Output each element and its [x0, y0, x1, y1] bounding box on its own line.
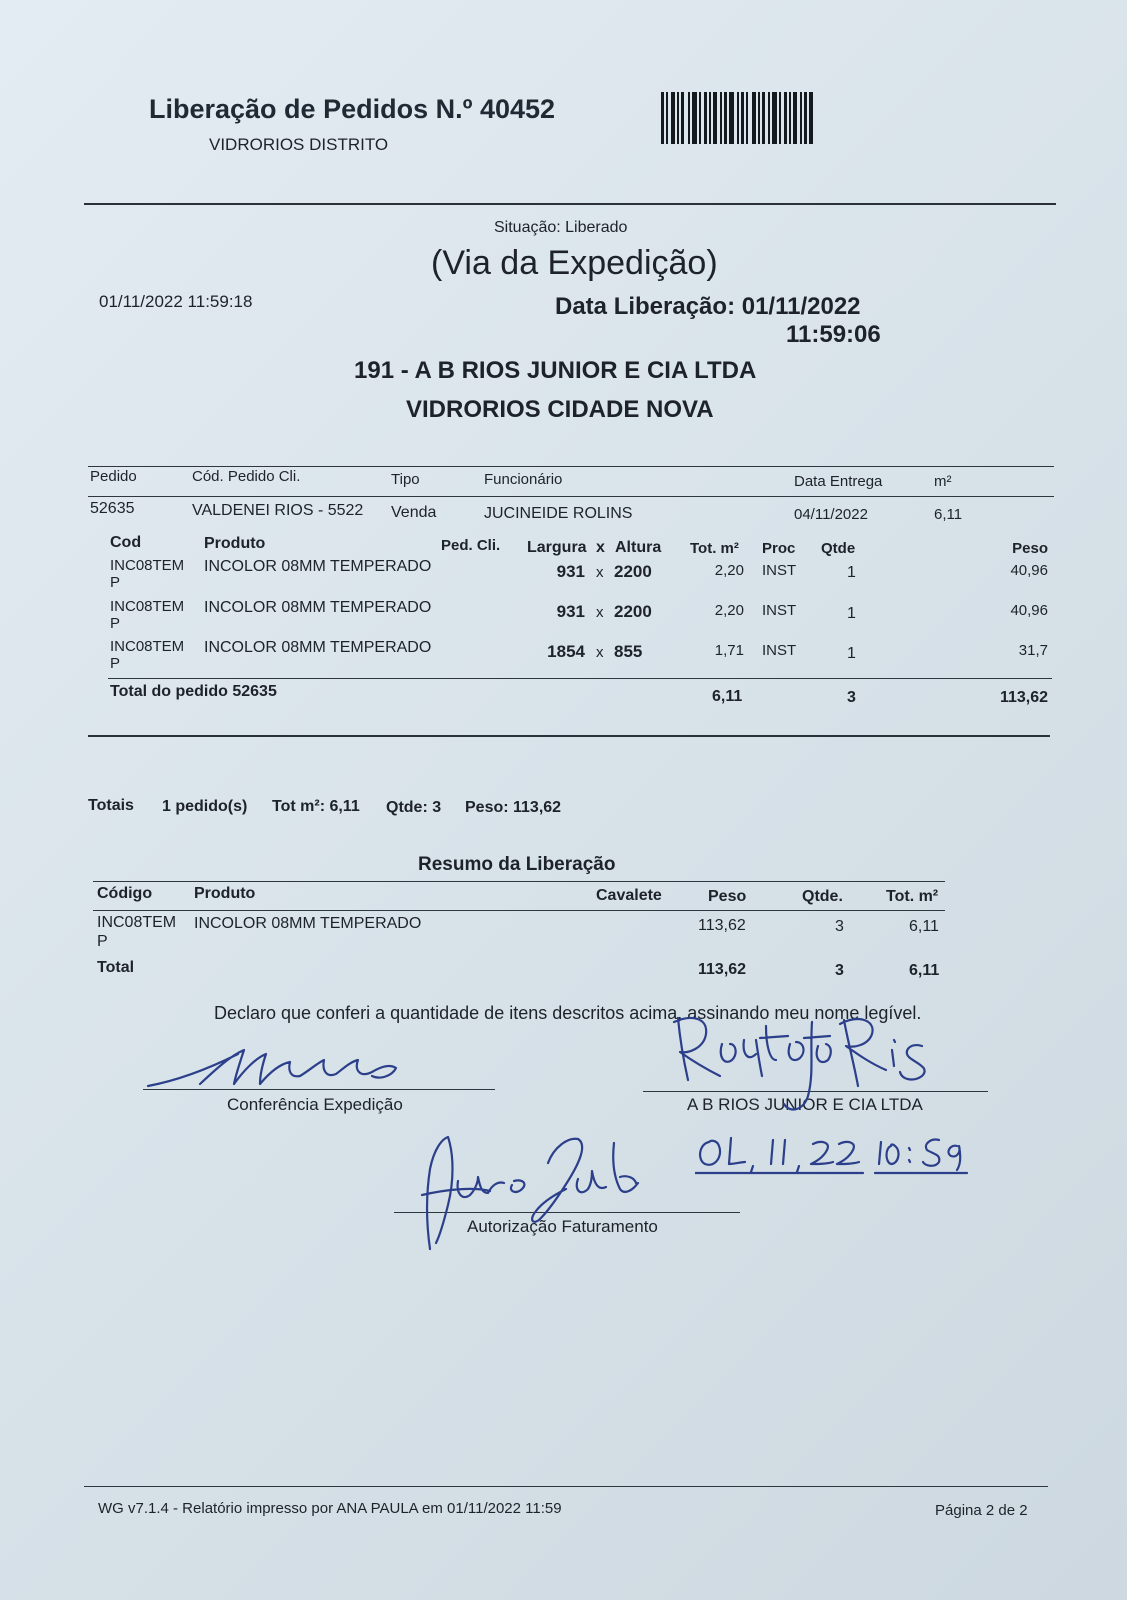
totais-peso: Peso: 113,62 — [465, 799, 562, 816]
item-qtde: 1 — [847, 564, 856, 581]
item-peso: 40,96 — [1010, 602, 1048, 619]
order-table-top-line — [88, 466, 1054, 467]
data-liberacao-time: 11:59:06 — [786, 321, 881, 348]
item-cod-cont: P — [110, 574, 121, 591]
order-total-label: Total do pedido 52635 — [110, 683, 277, 700]
item-x: x — [596, 644, 604, 661]
item-cod: INC08TEM — [110, 598, 185, 615]
totais-label: Totais — [88, 797, 134, 814]
item-col-largura: Largura — [527, 539, 587, 556]
conferencia-label: Conferência Expedição — [227, 1095, 403, 1114]
item-x: x — [596, 564, 604, 581]
item-col-proc: Proc — [762, 540, 796, 557]
page-number: Página 2 de 2 — [935, 1502, 1028, 1519]
resumo-top-line — [93, 881, 945, 882]
item-cod-cont: P — [110, 655, 121, 672]
resumo-qtde: 3 — [835, 918, 844, 935]
handwritten-date — [700, 1132, 708, 1133]
declaration-text: Declaro que conferi a quantidade de itens descritos acima, assinando meu nome legível. — [214, 1003, 922, 1023]
order-total-peso: 113,62 — [999, 689, 1048, 706]
item-altura: 855 — [614, 642, 643, 661]
order-funcionario: JUCINEIDE ROLINS — [484, 505, 633, 522]
item-x: x — [596, 604, 604, 621]
order-header-line — [88, 496, 1054, 497]
client-name: 191 - A B RIOS JUNIOR E CIA LTDA — [354, 357, 757, 384]
item-largura: 931 — [556, 602, 585, 621]
item-peso: 31,7 — [1018, 642, 1048, 659]
col-m2: m² — [934, 473, 952, 490]
handwritten-date-icon — [695, 1132, 975, 1177]
totais-qtde: Qtde: 3 — [386, 799, 442, 816]
resumo-col-qtde: Qtde. — [802, 888, 843, 905]
col-pedido: Pedido — [90, 468, 137, 485]
item-produto: INCOLOR 08MM TEMPERADO — [204, 599, 432, 616]
item-altura: 2200 — [614, 602, 652, 621]
resumo-col-codigo: Código — [97, 885, 153, 902]
company-name: VIDRORIOS DISTRITO — [209, 135, 389, 154]
resumo-col-cavalete: Cavalete — [596, 887, 662, 904]
order-tipo: Venda — [391, 504, 437, 521]
col-cod-pedido-cli: Cód. Pedido Cli. — [192, 468, 301, 485]
item-col-cod: Cod — [110, 534, 142, 551]
cliente-label: A B RIOS JUNIOR E CIA LTDA — [687, 1095, 923, 1114]
footer-line — [84, 1486, 1048, 1487]
resumo-total-m2: 6,11 — [909, 962, 940, 979]
item-largura: 1854 — [547, 642, 585, 661]
col-data-entrega: Data Entrega — [794, 473, 883, 490]
resumo-total-label: Total — [97, 959, 135, 976]
item-cod: INC08TEM — [110, 638, 185, 655]
order-total-line — [108, 678, 1052, 679]
item-proc: INST — [762, 642, 797, 659]
item-proc: INST — [762, 602, 797, 619]
item-col-altura: Altura — [615, 539, 662, 556]
order-total-m2: 6,11 — [712, 688, 743, 705]
col-funcionario: Funcionário — [484, 471, 563, 488]
item-tot-m2: 2,20 — [714, 562, 744, 579]
resumo-codigo-cont: P — [97, 933, 108, 950]
col-tipo: Tipo — [391, 471, 420, 488]
item-produto: INCOLOR 08MM TEMPERADO — [204, 558, 432, 575]
item-cod-cont: P — [110, 615, 121, 632]
item-proc: INST — [762, 562, 797, 579]
footer-left: WG v7.1.4 - Relatório impresso por ANA PAULA em 01/11/2022 11:59 — [98, 1500, 562, 1517]
order-cod-pedido-cli: VALDENEI RIOS - 5522 — [192, 502, 364, 519]
resumo-col-tot-m2: Tot. m² — [886, 888, 939, 905]
signature-conferencia-icon — [140, 1040, 410, 1095]
header-divider — [84, 203, 1056, 205]
item-tot-m2: 1,71 — [714, 642, 744, 659]
client-store: VIDRORIOS CIDADE NOVA — [406, 396, 714, 423]
resumo-codigo: INC08TEM — [97, 914, 177, 931]
item-produto: INCOLOR 08MM TEMPERADO — [204, 639, 432, 656]
resumo-title: Resumo da Liberação — [418, 854, 616, 875]
resumo-header-line — [93, 910, 945, 911]
order-m2: 6,11 — [934, 506, 963, 523]
print-datetime: 01/11/2022 11:59:18 — [99, 292, 253, 311]
data-liberacao: Data Liberação: 01/11/2022 — [555, 293, 861, 320]
order-total-qtde: 3 — [847, 689, 856, 706]
item-col-produto: Produto — [204, 535, 266, 552]
resumo-peso: 113,62 — [698, 917, 746, 934]
autorizacao-label: Autorização Faturamento — [467, 1217, 658, 1236]
order-pedido: 52635 — [90, 500, 135, 517]
resumo-tot-m2: 6,11 — [909, 918, 939, 935]
item-col-ped-cli: Ped. Cli. — [441, 537, 501, 554]
resumo-col-produto: Produto — [194, 885, 256, 902]
situacao: Situação: Liberado — [494, 219, 628, 236]
resumo-total-qtde: 3 — [835, 962, 844, 979]
resumo-produto: INCOLOR 08MM TEMPERADO — [194, 915, 422, 932]
item-cod: INC08TEM — [110, 557, 185, 574]
item-col-qtde: Qtde — [821, 540, 856, 557]
resumo-col-peso: Peso — [708, 888, 747, 905]
order-table-bottom-line — [88, 735, 1050, 737]
item-tot-m2: 2,20 — [714, 602, 744, 619]
item-col-x: x — [596, 539, 605, 556]
item-qtde: 1 — [847, 645, 856, 662]
order-data-entrega: 04/11/2022 — [794, 506, 868, 523]
signature-autorizacao-icon — [418, 1125, 648, 1255]
item-altura: 2200 — [614, 562, 652, 581]
page-title: Liberação de Pedidos N.º 40452 — [149, 94, 556, 124]
signature-cliente-icon — [640, 1010, 970, 1145]
item-qtde: 1 — [847, 605, 856, 622]
item-peso: 40,96 — [1010, 562, 1048, 579]
via-label: (Via da Expedição) — [431, 244, 718, 282]
item-col-peso: Peso — [1012, 540, 1048, 557]
totais-pedidos: 1 pedido(s) — [162, 798, 248, 815]
barcode — [661, 92, 833, 144]
item-largura: 931 — [556, 562, 585, 581]
totais-m2: Tot m²: 6,11 — [272, 798, 360, 815]
resumo-total-peso: 113,62 — [698, 961, 747, 978]
item-col-tot-m2: Tot. m² — [690, 540, 739, 557]
